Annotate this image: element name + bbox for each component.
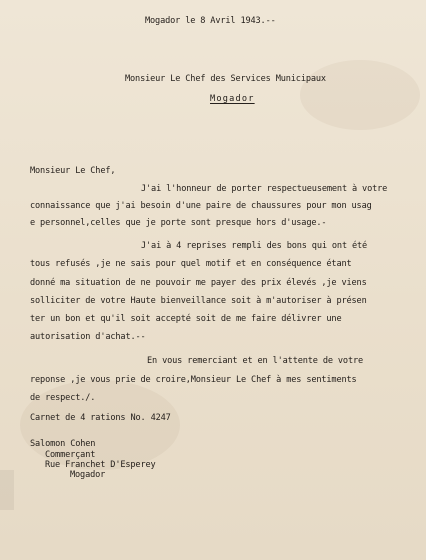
sender-city: Mogador <box>70 470 106 480</box>
recipient-line: Monsieur Le Chef des Services Municipaux <box>125 74 326 84</box>
sender-name: Salomon Cohen <box>30 439 96 449</box>
recipient-city: Mogador <box>210 94 255 104</box>
sender-profession: Commerçant <box>45 450 96 460</box>
body-line: J'ai à 4 reprises rempli des bons qui ont été <box>141 241 368 251</box>
dateline: Mogador le 8 Avril 1943.-- <box>145 16 276 26</box>
body-line: ter un bon et qu'il soit accepté soit de me faire délivrer une <box>30 314 342 324</box>
body-line: tous refusés ,je ne sais pour quel motif et en conséquence étant <box>30 259 352 269</box>
body-line: donné ma situation de ne pouvoir me payer des prix élevés ,je viens <box>30 278 367 288</box>
sender-street: Rue Franchet D'Esperey <box>45 460 156 470</box>
paper-stain <box>300 60 420 130</box>
body-line: autorisation d'achat.-- <box>30 332 146 342</box>
body-line: e personnel,celles que je porte sont presque hors d'usage.- <box>30 218 327 228</box>
body-line: reponse ,je vous prie de croire,Monsieur Le Chef à mes sentiments <box>30 375 357 385</box>
body-line: J'ai l'honneur de porter respectueusement à votre <box>141 184 388 194</box>
ration-card-number: Carnet de 4 rations No. 4247 <box>30 413 171 423</box>
body-line: solliciter de votre Haute bienveillance soit à m'autoriser à présen <box>30 296 367 306</box>
body-line: En vous remerciant et en l'attente de votre <box>147 356 364 366</box>
salutation: Monsieur Le Chef, <box>30 166 116 176</box>
paper-edge-mark <box>0 470 14 510</box>
body-line: de respect./. <box>30 393 96 403</box>
body-line: connaissance que j'ai besoin d'une paire de chaussures pour mon usag <box>30 201 372 211</box>
